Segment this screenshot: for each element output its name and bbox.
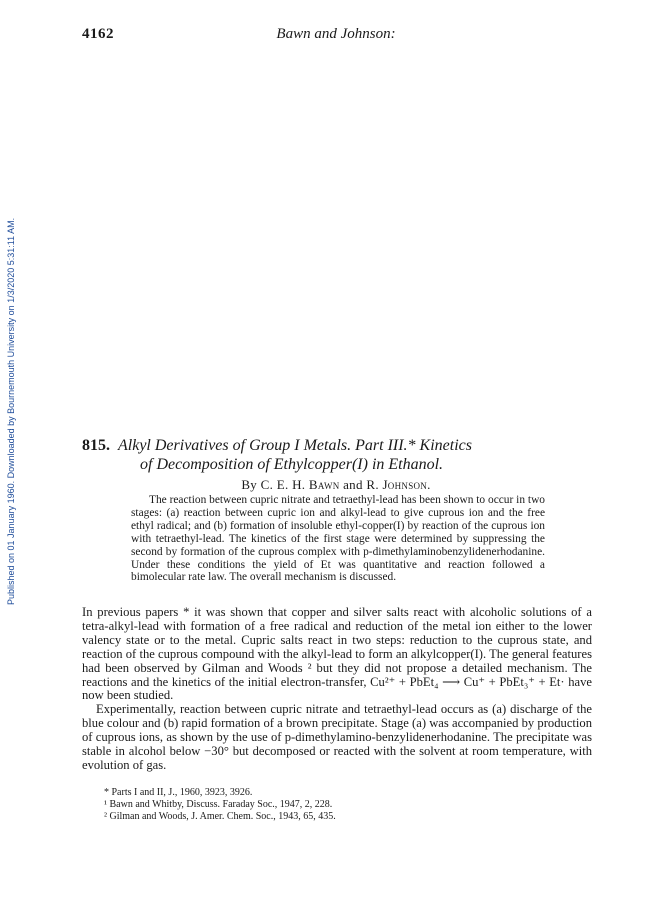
author2-initials: R. [366, 477, 379, 492]
article-number: 815. [82, 437, 110, 454]
running-head: Bawn and Johnson: [276, 26, 396, 42]
author1-surname: Bawn [308, 477, 340, 492]
author-line [0, 477, 672, 493]
author1-initials: C. E. H. [260, 477, 306, 492]
body-text [82, 606, 592, 773]
page-number: 4162 [82, 26, 114, 42]
by-word: By [241, 477, 258, 492]
article-title-part1: Alkyl Derivatives of Group I Metals. Part III.* Kinetics [118, 437, 472, 454]
footnotes [104, 787, 574, 823]
body-paragraph-1: In previous papers * it was shown that copper and silver salts react with alcoholic solutions of a tetra-alkyl-lead with formation of a free radical and reduction of the metal ion either to the lower valency state or to the metal. Cupric salts react in two steps: reduction to the cuprous state, and reaction of the cuprous compound with the alkyl-lead to form an alkylcopper(I). The general features had been observed by Gilman and Woods ² but they did not propose a detailed mechanism. The reactions and the kinetics of the initial electron-transfer, Cu²⁺ + PbEt₄ ⟶ Cu⁺ + PbEt₃⁺ + Et· have now been studied. [82, 605, 592, 703]
article-title-block [82, 436, 592, 474]
and-word: and [343, 477, 363, 492]
author2-surname: Johnson. [382, 477, 431, 492]
article-title-part2: of Decomposition of Ethylcopper(I) in Ethanol. [140, 456, 444, 473]
footnote-2: ² Gilman and Woods, J. Amer. Chem. Soc., 1943, 65, 435. [104, 811, 336, 822]
footnote-1: ¹ Bawn and Whitby, Discuss. Faraday Soc., 1947, 2, 228. [104, 799, 333, 810]
body-paragraph-2: Experimentally, reaction between cupric nitrate and tetraethyl-lead occurs as (a) discharge of the blue colour and (b) rapid formation of a brown precipitate. Stage (a) was accompanied by production of cuprous ions, as shown by the use of p-dimethylamino-benzylidenerhodanine. The precipitate was stable in alcohol below −30° but decomposed or reacted with the solvent at room temperature, with evolution of gas. [82, 702, 592, 772]
download-side-note: Published on 01 January 1960. Downloaded by Bournemouth University on 1/3/2020 5:31:11 AM. [6, 217, 16, 605]
abstract-text: The reaction between cupric nitrate and tetraethyl-lead has been shown to occur in two stages: (a) reaction between cupric ion and alkyl-lead to give cuprous ion and the free ethyl radical; and (b) formation of insoluble ethyl-copper(I) by reaction of the cuprous ion with tetraethyl-lead. The kinetics of the first stage were determined by suppressing the second by formation of the cuprous complex with p-dimethylaminobenzylidenerhodanine. Under these conditions the yield of Et was quantitative and reaction followed a bimolecular rate law. The overall mechanism is discussed. [131, 494, 545, 584]
abstract [131, 494, 545, 584]
title-line-1 [82, 436, 592, 455]
footnote-star: * Parts I and II, J., 1960, 3923, 3926. [104, 787, 253, 798]
